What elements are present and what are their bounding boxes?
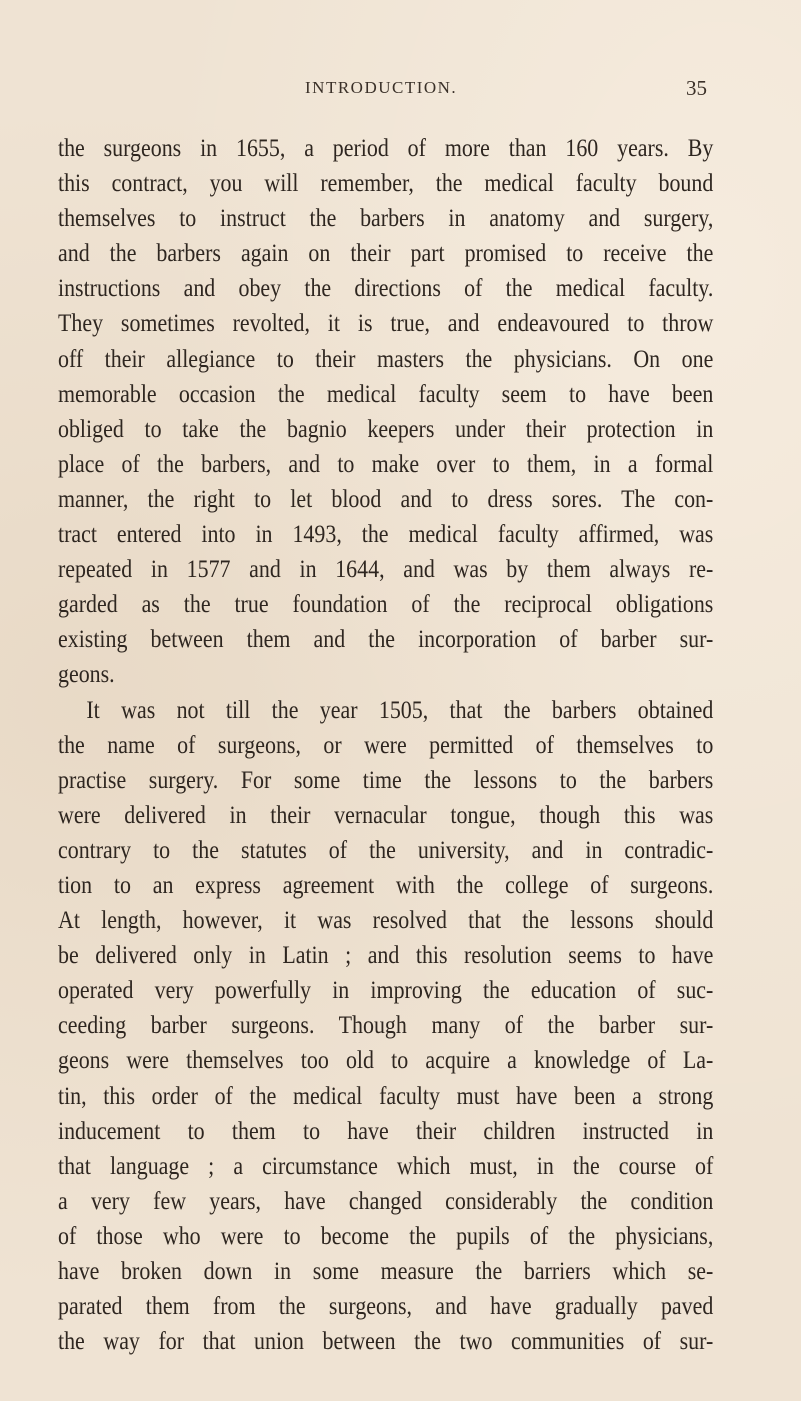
text-line: were delivered in their vernacular tongue, though this was — [58, 799, 714, 829]
text-line: have broken down in some measure the barriers which se- — [58, 1256, 714, 1285]
text-line: the surgeons in 1655, a period of more than 160 years. By — [58, 133, 714, 162]
text-line: a very few years, have changed considerably the condition — [58, 1185, 714, 1215]
text-line: They sometimes revolted, it is true, and endeavoured to throw — [58, 308, 714, 338]
text-line: themselves to instruct the barbers in anatomy and surgery, — [58, 203, 714, 233]
text-line: garded as the true foundation of the reciprocal obligations — [58, 589, 714, 619]
running-head — [0, 78, 801, 102]
text-line: operated very powerfully in improving the education of suc- — [58, 975, 714, 1005]
text-line: geons. — [58, 659, 115, 689]
text-line: of those who were to become the pupils of the physicians, — [58, 1220, 714, 1250]
text-line: ceeding barber surgeons. Though many of the barber sur- — [58, 1010, 714, 1040]
text-line: and the barbers again on their part promised to receive the — [58, 238, 714, 268]
text-line: parated them from the surgeons, and have gradually paved — [58, 1291, 714, 1321]
text-line: memorable occasion the medical faculty seem to have been — [58, 378, 714, 408]
text-line: geons were themselves too old to acquire a knowledge of La- — [58, 1045, 714, 1075]
text-line: instructions and obey the directions of the medical faculty. — [58, 273, 714, 303]
text-line: manner, the right to let blood and to dress sores. The con- — [58, 483, 714, 513]
text-line: be delivered only in Latin ; and this resolution seems to have — [58, 940, 714, 970]
text-line: It was not till the year 1505, that the barbers obtained — [86, 694, 714, 724]
text-line: contrary to the statutes of the university, and in contradic- — [58, 834, 714, 864]
text-line: that language ; a circumstance which must, in the course of — [58, 1150, 714, 1180]
text-line: obliged to take the bagnio keepers under their protection in — [58, 413, 714, 443]
page-number: 35 — [686, 76, 707, 100]
text-line: the name of surgeons, or were permitted of themselves to — [58, 729, 714, 759]
text-line: inducement to them to have their children instructed in — [58, 1115, 714, 1145]
text-line: this contract, you will remember, the medical faculty bound — [58, 168, 714, 198]
text-line: practise surgery. For some time the lessons to the barbers — [58, 764, 714, 794]
text-line: tin, this order of the medical faculty must have been a strong — [58, 1080, 714, 1110]
text-line: repeated in 1577 and in 1644, and was by them always re- — [58, 554, 714, 584]
running-title: INTRODUCTION. — [305, 78, 458, 97]
text-line: existing between them and the incorporation of barber sur- — [58, 624, 714, 654]
text-line: tract entered into in 1493, the medical faculty affirmed, was — [58, 519, 714, 549]
text-line: the way for that union between the two communities of sur- — [58, 1326, 714, 1356]
text-line: place of the barbers, and to make over to them, in a formal — [58, 448, 714, 478]
text-line: off their allegiance to their masters the physicians. On one — [58, 343, 714, 373]
text-line: At length, however, it was resolved that the lessons should — [58, 905, 714, 935]
body-text — [58, 130, 713, 1358]
text-line: tion to an express agreement with the college of surgeons. — [58, 869, 714, 899]
paragraph-2 — [58, 692, 713, 1359]
paragraph-1 — [58, 130, 713, 692]
